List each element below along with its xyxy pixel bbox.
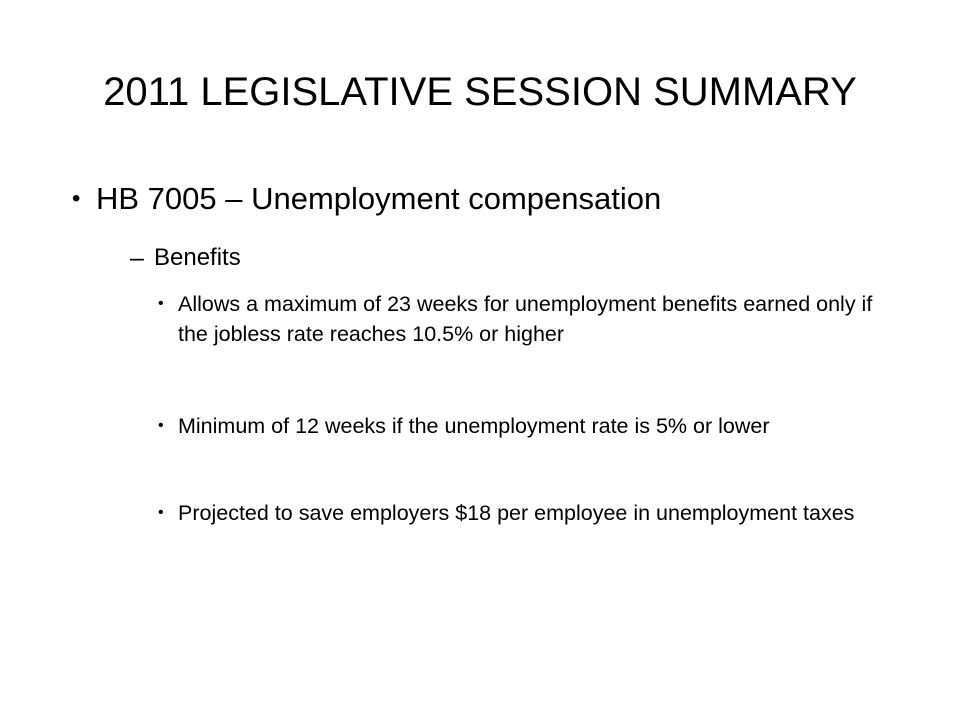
bullet-text: HB 7005 – Unemployment compensation — [96, 181, 662, 216]
bullet-level-3 — [158, 411, 878, 441]
bullet-text: Projected to save employers $18 per employee in unemployment taxes — [178, 501, 855, 525]
bullet-dot-icon: • — [72, 185, 81, 212]
bullet-level-1 — [72, 176, 912, 222]
bullet-level-2 — [130, 240, 910, 276]
bullet-dot-icon: • — [158, 504, 164, 521]
slide-title: 2011 LEGISLATIVE SESSION SUMMARY — [103, 70, 857, 114]
bullet-level-3 — [158, 498, 878, 528]
bullet-text: Allows a maximum of 23 weeks for unemployment benefits earned only if the jobless rate reaches 10.5% or higher — [178, 292, 873, 346]
bullet-text: Benefits — [154, 244, 241, 271]
bullet-dash-icon: – — [130, 244, 144, 272]
bullet-level-3 — [158, 289, 878, 349]
bullet-dot-icon: • — [158, 417, 164, 434]
bullet-text: Minimum of 12 weeks if the unemployment rate is 5% or lower — [178, 414, 770, 438]
bullet-dot-icon: • — [158, 295, 164, 312]
